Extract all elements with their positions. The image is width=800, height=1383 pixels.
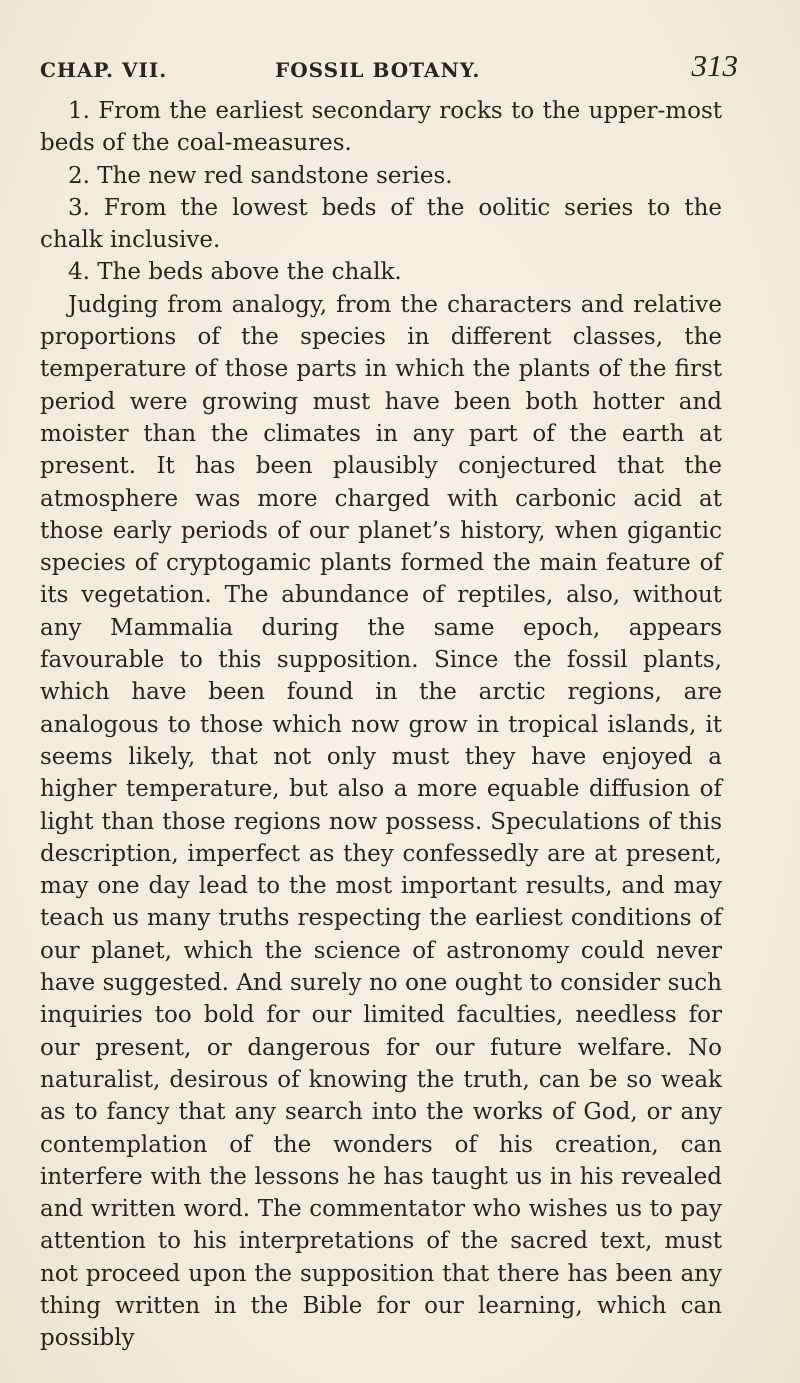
list-item: 3. From the lowest beds of the oolitic series to the chalk inclusive. — [40, 194, 722, 254]
main-paragraph: Judging from analogy, from the characters and relative proportions of the species in different classes, the temperature of those parts in which the plants of the first period were growing must have been both hotter and moister than the climates in any part of the earth at present. It has been plausibly conjectured that the atmosphere was more charged with carbonic acid at those early periods of our planet’s history, when gigantic species of cryptogamic plants formed the main feature of its vegetation. The abundance of reptiles, also, without any Mammalia during the same epoch, appears favourable to this supposition. Since the fossil plants, which have been found in the arctic regions, are analogous to those which now grow in tropical islands, it seems likely, that not only must they have enjoyed a higher temperature, but also a more equable diffusion of light than those regions now possess. Speculations of this description, imperfect as they confessedly are at present, may one day lead to the most important results, and may teach us many truths respecting the earliest conditions of our planet, which the science of astronomy could never have suggested. And surely no one ought to consider such inquiries too bold for our limited faculties, needless for our present, or dangerous for our future welfare. No naturalist, desirous of knowing the truth, can be so weak as to fancy that any search into the works of God, or any contemplation of the wonders of his creation, can interfere with the lessons he has taught us in his revealed and written word. The commentator who wishes us to pay attention to his interpretations of the sacred text, must not proceed upon the supposition that there has been any thing written in the Bible for our learning, which can possibly — [40, 291, 722, 1352]
running-header — [40, 48, 740, 92]
chapter-label: CHAP. VII. — [40, 58, 168, 82]
list-item: 2. The new red sandstone series. — [68, 162, 453, 189]
running-title: FOSSIL BOTANY. — [275, 58, 481, 82]
body-text — [40, 95, 722, 1355]
list-item: 1. From the earliest secondary rocks to the upper-most beds of the coal-measures. — [40, 98, 722, 157]
list-item: 4. The beds above the chalk. — [68, 259, 402, 286]
page-number: 313 — [691, 48, 738, 83]
